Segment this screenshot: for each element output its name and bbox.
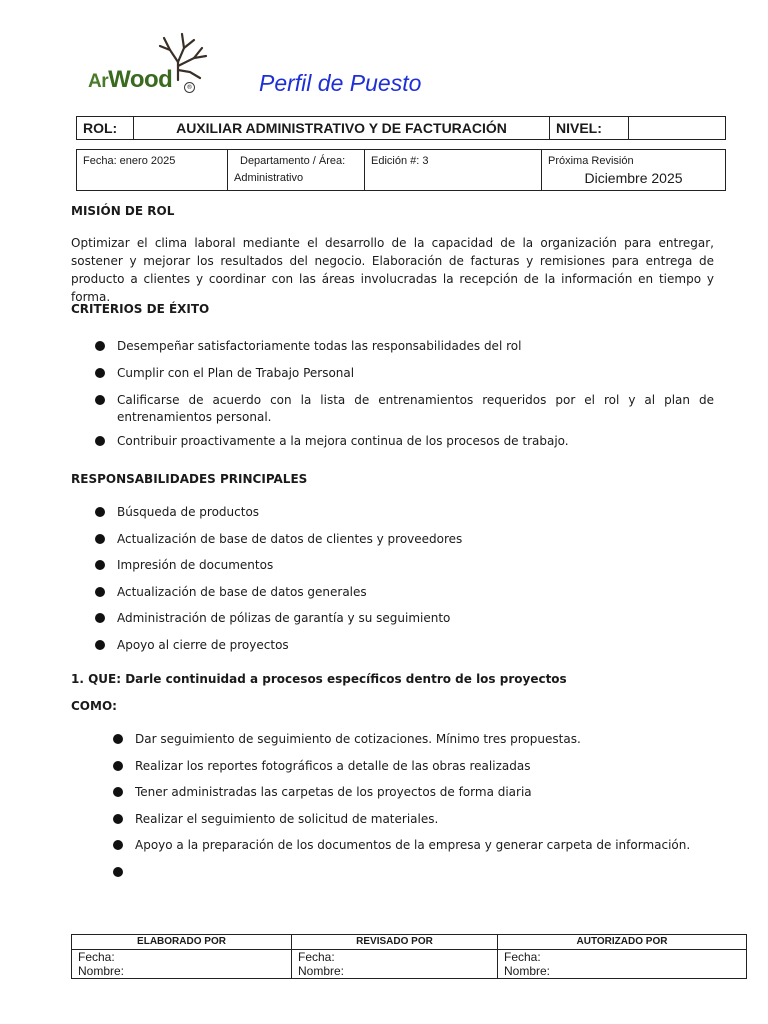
departamento-cell — [228, 150, 365, 191]
revision-label: Próxima Revisión — [548, 155, 634, 167]
bullet-icon — [95, 640, 105, 650]
nombre-label: Nombre: — [78, 964, 125, 978]
bullet-icon — [95, 341, 105, 351]
edicion-cell — [365, 150, 542, 191]
autorizado-cell — [498, 950, 747, 979]
revision-cell — [542, 150, 726, 191]
nivel-value — [629, 117, 726, 140]
departamento-label: Departamento / Área: — [240, 155, 346, 167]
como-list — [113, 731, 714, 881]
fecha-label: Fecha: — [78, 950, 115, 964]
bullet-icon — [95, 613, 105, 623]
nombre-label: Nombre: — [504, 964, 551, 978]
list-item: Apoyo a la preparación de los documentos de la empresa y generar carpeta de información. — [113, 837, 714, 854]
list-item: Administración de pólizas de garantía y su seguimiento — [95, 610, 714, 627]
bullet-icon — [95, 368, 105, 378]
list-item: Realizar los reportes fotográficos a detalle de las obras realizadas — [113, 758, 714, 775]
nombre-label: Nombre: — [298, 964, 345, 978]
registered-mark: ® — [184, 82, 195, 93]
autorizado-header: AUTORIZADO POR — [498, 935, 747, 950]
list-item: Tener administradas las carpetas de los proyectos de forma diaria — [113, 784, 714, 801]
fecha-cell — [77, 150, 228, 191]
bullet-icon — [95, 395, 105, 405]
list-item: Búsqueda de productos — [95, 504, 714, 521]
list-item: Actualización de base de datos de clientes y proveedores — [95, 531, 714, 548]
fecha-label: Fecha: — [298, 950, 335, 964]
bullet-icon — [113, 867, 123, 877]
info-table — [76, 149, 726, 191]
list-item: Desempeñar satisfactoriamente todas las responsabilidades del rol — [95, 338, 714, 355]
rol-value: AUXILIAR ADMINISTRATIVO Y DE FACTURACIÓN — [134, 117, 550, 140]
criterios-list — [95, 338, 714, 450]
responsabilidades-heading: RESPONSABILIDADES PRINCIPALES — [71, 472, 308, 486]
company-logo — [88, 32, 218, 96]
departamento-value: Administrativo — [234, 172, 304, 184]
mision-text: Optimizar el clima laboral mediante el desarrollo de la capacidad de la organización para entregar, sostener y mejorar los resultados del negocio. Elaboración de facturas y remisiones para entrega de producto a clientes y coordinar con las áreas involucradas la recepción de la información en tiempo y forma. — [71, 236, 714, 304]
bullet-icon — [95, 507, 105, 517]
list-item: Calificarse de acuerdo con la lista de entrenamientos requeridos por el rol y al plan de entrenamientos personal. — [95, 392, 714, 426]
bullet-icon — [113, 787, 123, 797]
logo-wordmark: ArWood — [88, 66, 173, 93]
bullet-icon — [95, 436, 105, 446]
como-heading: COMO: — [71, 699, 117, 713]
criterios-heading: CRITERIOS DE ÉXITO — [71, 302, 210, 316]
edicion-text: Edición #: 3 — [371, 155, 429, 167]
signature-table — [71, 934, 747, 979]
elaborado-header: ELABORADO POR — [72, 935, 292, 950]
bullet-icon — [95, 560, 105, 570]
revisado-cell — [292, 950, 498, 979]
list-item: Cumplir con el Plan de Trabajo Personal — [95, 365, 714, 382]
list-item: Actualización de base de datos generales — [95, 584, 714, 601]
bullet-icon — [113, 814, 123, 824]
list-item: Impresión de documentos — [95, 557, 714, 574]
list-item: Realizar el seguimiento de solicitud de materiales. — [113, 811, 714, 828]
role-table — [76, 116, 726, 140]
fecha-label: Fecha: — [504, 950, 541, 964]
revision-value: Diciembre 2025 — [584, 170, 683, 186]
elaborado-cell — [72, 950, 292, 979]
bullet-icon — [113, 761, 123, 771]
list-item: Dar seguimiento de seguimiento de cotizaciones. Mínimo tres propuestas. — [113, 731, 714, 748]
list-item — [113, 864, 714, 881]
list-item: Apoyo al cierre de proyectos — [95, 637, 714, 654]
que-heading: 1. QUE: Darle continuidad a procesos específicos dentro de los proyectos — [71, 672, 567, 686]
bullet-icon — [113, 840, 123, 850]
nivel-label: NIVEL: — [550, 117, 629, 140]
page-title: Perfil de Puesto — [259, 70, 422, 96]
mision-heading: MISIÓN DE ROL — [71, 204, 175, 218]
revisado-header: REVISADO POR — [292, 935, 498, 950]
bullet-icon — [113, 734, 123, 744]
responsabilidades-list — [95, 504, 714, 654]
list-item: Contribuir proactivamente a la mejora continua de los procesos de trabajo. — [95, 433, 714, 450]
bullet-icon — [95, 534, 105, 544]
bullet-icon — [95, 587, 105, 597]
fecha-text: Fecha: enero 2025 — [83, 155, 176, 167]
rol-label: ROL: — [77, 117, 134, 140]
